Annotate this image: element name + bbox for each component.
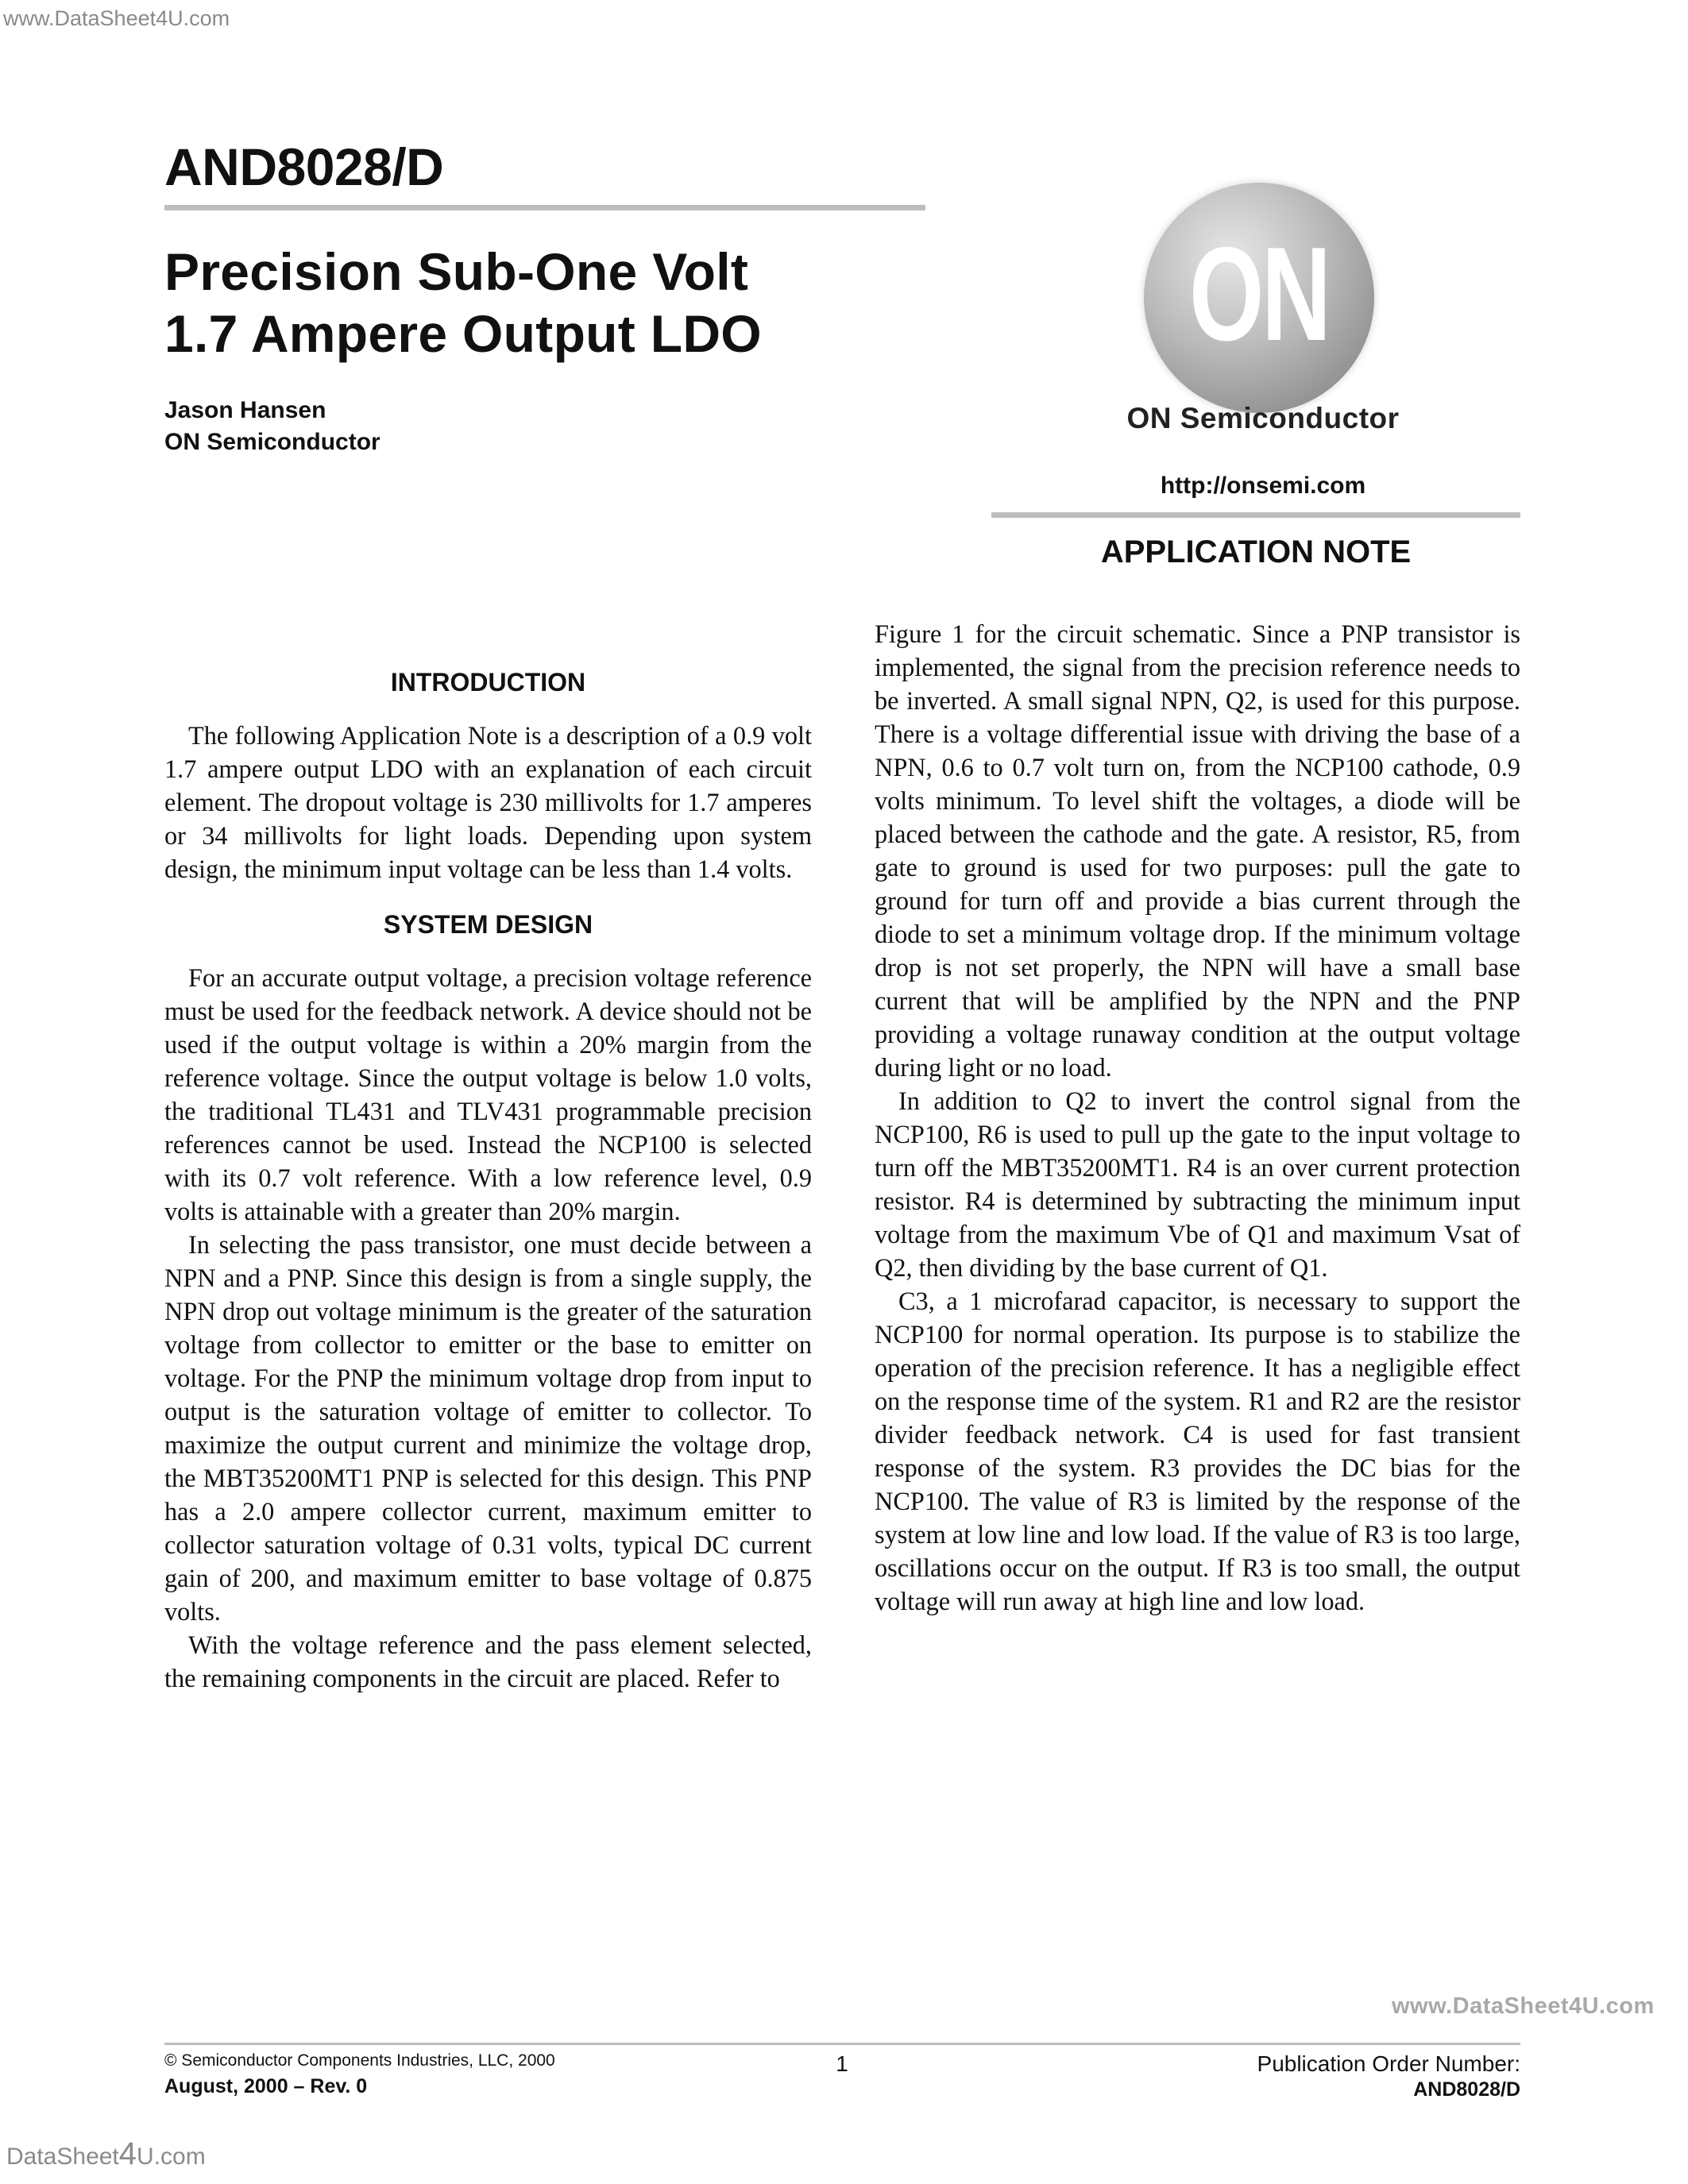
author-affiliation: ON Semiconductor (164, 429, 380, 455)
page-number: 1 (836, 2051, 848, 2076)
logo-lettering: ON (1189, 219, 1329, 369)
watermark-bottom-part-2: 4 (118, 2136, 137, 2171)
continuation-paragraph: Figure 1 for the circuit schematic. Since a PNP transistor is implemented, the signal from the precision reference needs to be inverted. A small signal NPN, Q2, is used for this purpose. There is a voltage differential issue with driving the base of a NPN, 0.6 to 0.7 volt turn on, from the NCP100 cathode, 0.9 volts minimum. To level shift the voltages, a diode will be placed between the cathode and the gate. A resistor, R5, from gate to ground is used for two purposes: pull the gate to ground for turn off and provide a bias current through the diode to set a minimum voltage drop. If the minimum voltage drop is not set properly, the NPN will have a small base current that will be amplified by the NPN and the PNP providing a voltage runaway condition at the output voltage during light or no load. (875, 619, 1520, 1082)
introduction-heading: INTRODUCTION (390, 668, 586, 696)
title-line-2: 1.7 Ampere Output LDO (164, 304, 762, 363)
watermark-right: www.DataSheet4U.com (1392, 1993, 1655, 2019)
intro-paragraph: The following Application Note is a description of a 0.9 volt 1.7 ampere output LDO with an explanation of each circuit element. The dropout voltage is 230 millivolts for 1.7 amperes or 34 millivolts for light loads. Depending upon system design, the minimum input voltage can be less than 1.4 volts. (164, 721, 812, 883)
footer-divider (164, 2043, 1520, 2045)
document-type-label: APPLICATION NOTE (1100, 534, 1412, 569)
publication-date: August, 2000 – Rev. 0 (164, 2075, 368, 2097)
company-url[interactable]: http://onsemi.com (1160, 473, 1366, 499)
q2-paragraph: In addition to Q2 to invert the control signal from the NCP100, R6 is used to pull up the gate to the input voltage to turn off the MBT35200MT1. R4 is an over current protection resistor. R4 is determined by subtracting the minimum input voltage from the maximum Vbe of Q1 and maximum Vsat of Q2, then dividing by the base current of Q1. (875, 1086, 1520, 1282)
author-name: Jason Hansen (164, 397, 326, 423)
design-paragraph-3: With the voltage reference and the pass element selected, the remaining components in the circuit are placed. Refer to (164, 1630, 812, 1692)
title-line-1: Precision Sub-One Volt (164, 242, 749, 301)
watermark-bottom-part-3: U.com (137, 2143, 206, 2170)
system-design-heading: SYSTEM DESIGN (383, 910, 593, 939)
company-name: ON Semiconductor (1126, 402, 1400, 434)
app-note-divider (991, 512, 1520, 518)
left-column (164, 666, 812, 1695)
header-divider (164, 205, 925, 210)
watermark-bottom (6, 2136, 206, 2172)
author-block (164, 395, 380, 458)
page-title (164, 241, 762, 365)
publication-order (1192, 2051, 1520, 2103)
document-number: AND8028/D (164, 137, 444, 196)
watermark-top: www.DataSheet4U.com (3, 6, 230, 30)
watermark-bottom-part-1: DataSheet (6, 2143, 119, 2170)
design-paragraph-1: For an accurate output voltage, a precision voltage reference must be used for the feedback network. A device should not be used if the output voltage is within a 20% margin from the reference voltage. Since the output voltage is below 1.0 volts, the traditional TL431 and TLV431 programmable precision references cannot be used. Instead the NCP100 is selected with its 0.7 volt reference. With a low reference level, 0.9 volts is attainable with a greater than 20% margin. (164, 963, 812, 1225)
publication-order-number: AND8028/D (1413, 2078, 1520, 2101)
publication-order-label: Publication Order Number: (1257, 2051, 1520, 2076)
right-column (875, 617, 1520, 1618)
c3-paragraph: C3, a 1 microfarad capacitor, is necessary to support the NCP100 for normal operation. Its purpose is to stabilize the operation of the precision reference. It has a negligible effect on the response time of the system. R1 and R2 are the resistor divider feedback network. C4 is used for fast transient response of the system. R3 provides the DC bias for the NCP100. The value of R3 is limited by the response of the system at low line and low load. If the value of R3 is too large, oscillations occur on the output. If R3 is too small, the output voltage will run away at high line and low load. (875, 1287, 1520, 1615)
design-paragraph-2: In selecting the pass transistor, one must decide between a NPN and a PNP. Since this design is from a single supply, the NPN drop out voltage minimum is the greater of the saturation voltage from collector to emitter or the base to emitter on voltage. For the PNP the minimum voltage drop from input to output is the saturation voltage of emitter to collector. To maximize the output current and minimize the voltage drop, the MBT35200MT1 PNP is selected for this design. This PNP has a 2.0 ampere collector current, maximum emitter to collector saturation voltage of 0.31 volts, typical DC current gain of 200, and maximum emitter to base voltage of 0.875 volts. (164, 1230, 812, 1626)
copyright-notice: © Semiconductor Components Industries, LLC, 2000 (164, 2051, 555, 2070)
